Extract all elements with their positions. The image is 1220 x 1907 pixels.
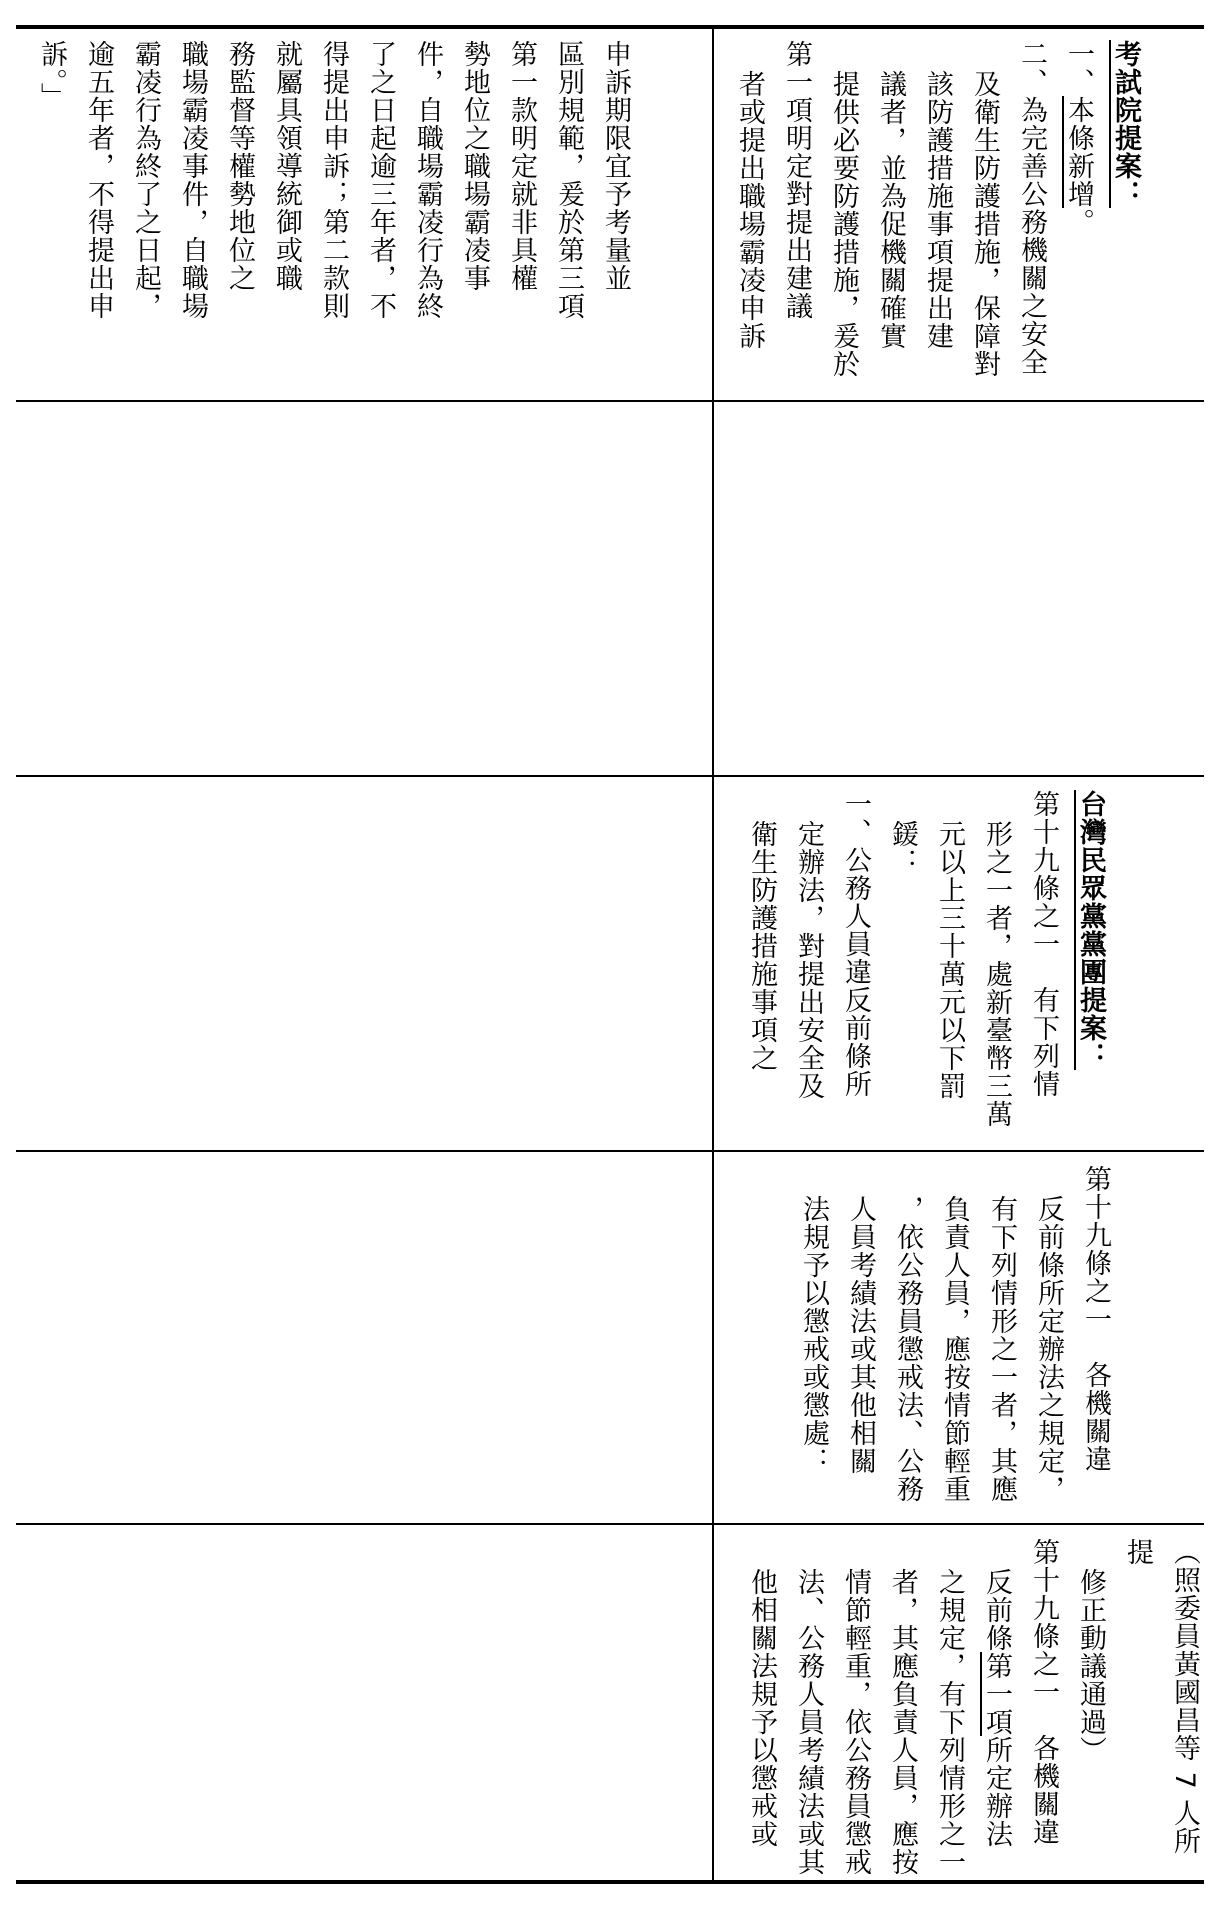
row1-right-text [726, 40, 1149, 392]
row2-right-cell [726, 408, 1196, 768]
text-line: 形之一者，處新臺幣三萬 [981, 819, 1012, 1128]
row1-right-cell [726, 40, 1196, 392]
text-line: 有下列情形之一者，其應 [986, 1194, 1017, 1503]
text-line: 區別規範，爰於第三項 [553, 40, 584, 320]
text-line: 勢地位之職場霸凌事 [459, 40, 490, 292]
row3-right-cell [738, 790, 1198, 1142]
row4-right-text [790, 1165, 1119, 1517]
row2-left-cell [28, 408, 708, 768]
text-line: 一、公務人員違反前條所 [840, 790, 871, 1098]
text-line: 職場霸凌事件，自職場 [177, 40, 208, 320]
text-line: （照委員黃國昌等 7 人所提 [1122, 1538, 1200, 1856]
text-line: 法、公務人員考績法或其 [793, 1567, 824, 1876]
text-line: 法規予以懲戒或懲處： [798, 1194, 829, 1475]
text-line: 修正動議通過） [1075, 1567, 1106, 1764]
text-line: 反前條第一項所定辦法 [981, 1567, 1012, 1848]
text-line: 第一項明定對提出建議 [781, 40, 812, 320]
row1-left-cell [28, 40, 708, 392]
table-row-divider [16, 1523, 1204, 1525]
text-line: 得提出申訴；第二款則 [318, 40, 349, 320]
table-bottom-rule [16, 1880, 1204, 1884]
text-line: 一、本條新增。 [1063, 40, 1094, 236]
table-column-divider [712, 25, 714, 1884]
text-line: 二、為完善公務機關之安全 [1016, 40, 1047, 376]
row3-right-text [738, 790, 1114, 1142]
text-line: 就屬具領導統御或職 [271, 40, 302, 292]
text-line: 者，其應負責人員，應按 [887, 1567, 918, 1876]
text-line: 負責人員，應按情節輕重 [939, 1194, 970, 1503]
text-line: 及衛生防護措施，保障對 [969, 69, 1000, 378]
row5-left-cell [28, 1531, 708, 1876]
row4-left-cell [28, 1158, 708, 1516]
text-line: ，依公務員懲戒法、公務 [892, 1194, 923, 1503]
text-line: 反前條所定辦法之規定， [1033, 1194, 1064, 1503]
text-line: 提供必要防護措施，爰於 [828, 69, 859, 378]
row3-left-cell [28, 783, 708, 1143]
cell-heading: 考試院提案： [1110, 40, 1141, 208]
text-line: 鍰： [887, 819, 918, 876]
row4-right-cell [790, 1165, 1200, 1517]
text-line: 第一款明定就非具權 [506, 40, 537, 292]
text-line: 逾五年者，不得提出申 [83, 40, 114, 320]
text-line: 情節輕重，依公務員懲戒 [840, 1567, 871, 1876]
text-line: 第十九條之一 各機關違 [1080, 1165, 1111, 1473]
text-line: 該防護措施事項提出建 [922, 69, 953, 350]
table-row-divider [16, 775, 1204, 777]
row5-right-text [738, 1538, 1208, 1878]
table-row-divider [16, 1150, 1204, 1152]
text-line: 他相關法規予以懲戒或 [746, 1567, 777, 1848]
text-line: 了之日起逾三年者，不 [365, 40, 396, 320]
text-line: 元以上三十萬元以下罰 [934, 819, 965, 1100]
text-line: 衛生防護措施事項之 [746, 819, 777, 1072]
text-line: 霸凌行為終了之日起， [130, 40, 161, 320]
text-line: 議者，並為促機關確實 [875, 69, 906, 350]
text-line: 申訴期限宜予考量並 [600, 40, 631, 292]
table-row-divider [16, 400, 1204, 402]
text-line: 件，自職場霸凌行為終 [412, 40, 443, 320]
text-line: 人員考績法或其他相關 [845, 1194, 876, 1475]
cell-heading: 台灣民眾黨黨團提案： [1075, 790, 1106, 1070]
text-line: 訴。」 [36, 40, 67, 111]
text-line: 定辦法，對提出安全及 [793, 819, 824, 1100]
text-line: 第十九條之一 各機關違 [1028, 1538, 1059, 1846]
row5-right-cell [738, 1538, 1198, 1878]
row1-left-text [28, 40, 639, 392]
table-top-rule [16, 25, 1204, 29]
text-line: 之規定，有下列情形之一 [934, 1567, 965, 1876]
text-line: 第十九條之一 有下列情 [1028, 790, 1059, 1098]
text-line: 務監督等權勢地位之 [224, 40, 255, 292]
text-line: 者或提出職場霸凌申訴 [734, 69, 765, 350]
